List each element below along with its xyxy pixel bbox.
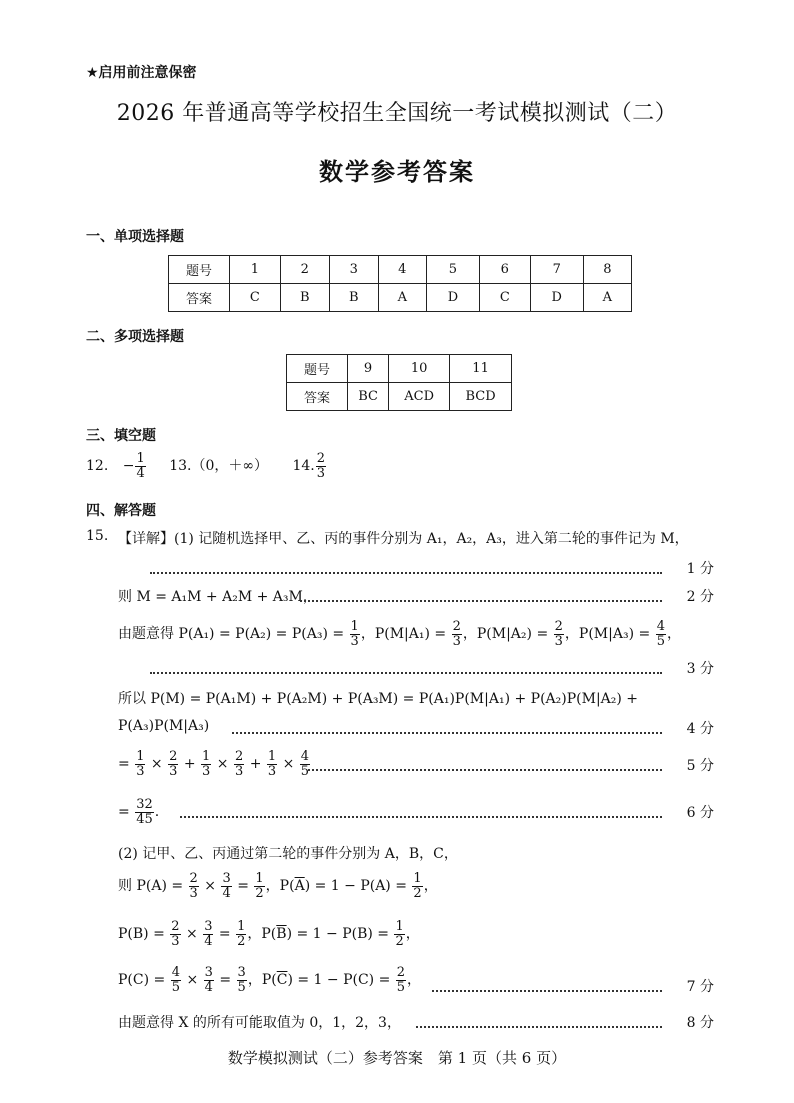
- line-then-M: 则 M = A₁M + A₂M + A₃M，: [118, 589, 317, 605]
- numerator: 1: [136, 749, 145, 764]
- numerator: 3: [237, 965, 246, 980]
- denominator: 4: [136, 465, 145, 481]
- score-mark: 7 分: [686, 979, 714, 995]
- fraction-4-5: [171, 966, 181, 994]
- dot-leader: [308, 769, 662, 771]
- denominator: 4: [222, 885, 231, 901]
- comma: ，: [407, 972, 422, 989]
- table-cell: 7: [530, 256, 583, 284]
- table-cell: BC: [348, 383, 389, 411]
- denominator: 45: [136, 811, 153, 827]
- plus-sign: +: [249, 756, 262, 773]
- pa-text: ，P(: [265, 878, 295, 895]
- fraction-3-4: [221, 872, 231, 900]
- multi-choice-table: [286, 354, 512, 411]
- times-sign: ×: [150, 756, 163, 773]
- fraction-1-3: [201, 750, 211, 778]
- denominator: 3: [316, 465, 326, 481]
- denominator: 3: [350, 633, 359, 649]
- table-cell: A: [378, 284, 426, 312]
- numerator: 2: [234, 749, 244, 764]
- line-so: 所以 P(M) = P(A₁M) + P(A₂M) + P(A₃M) = P(A₁)P(M|A₁) + P(A₂)P(M|A₂) +: [118, 691, 639, 707]
- exam-title: 2026 年普通高等学校招生全国统一考试模拟测试（二）: [116, 101, 678, 126]
- complement-C: $\overline{C}$: [276, 972, 288, 989]
- denominator: 2: [237, 933, 246, 949]
- section-fill-blank-heading: 三、填空题: [86, 428, 156, 444]
- fraction-2-3: [234, 750, 244, 778]
- denominator: 2: [395, 933, 404, 949]
- denominator: 3: [234, 763, 244, 779]
- pa-text: 则 P(A) =: [118, 878, 184, 895]
- numerator: 1: [267, 749, 277, 764]
- fraction-1-2: [394, 920, 404, 948]
- denominator: 3: [169, 763, 178, 779]
- fraction-2-3: [189, 872, 199, 900]
- given-text: ，P(M|A₃) =: [564, 626, 651, 643]
- table-cell: 2: [280, 256, 329, 284]
- fraction-1-2: [412, 872, 422, 900]
- numerator: 3: [222, 871, 231, 886]
- table-cell: 答案: [287, 383, 348, 411]
- table-cell: 3: [329, 256, 378, 284]
- equals-sign: =: [219, 972, 232, 989]
- fraction-1-2: [236, 920, 246, 948]
- numerator: 1: [413, 871, 422, 886]
- table-cell: 10: [389, 355, 450, 383]
- q14-label: 14.: [292, 458, 315, 475]
- numerator: 3: [204, 965, 213, 980]
- section-multi-choice-heading: 二、多项选择题: [86, 329, 184, 345]
- table-cell: D: [530, 284, 583, 312]
- given-text: 由题意得 P(A₁) = P(A₂) = P(A₃) =: [118, 626, 345, 643]
- fraction-4-5: [300, 750, 310, 778]
- fraction-4-5: [656, 620, 666, 648]
- times-sign: ×: [186, 972, 199, 989]
- fraction-1-3: [267, 750, 277, 778]
- fraction-2-5: [396, 966, 406, 994]
- given-text: ，: [666, 626, 681, 643]
- score-mark: 1 分: [686, 561, 714, 577]
- table-cell: D: [426, 284, 479, 312]
- pb-text: ) = 1 − P(B) =: [286, 926, 390, 943]
- dot-leader: [300, 600, 662, 602]
- numerator: 2: [452, 619, 461, 634]
- score-mark: 6 分: [686, 805, 714, 821]
- dot-leader: [432, 990, 662, 992]
- q12-fraction: [135, 452, 145, 480]
- numerator: 4: [171, 965, 180, 980]
- fraction-1-3: [350, 620, 360, 648]
- denominator: 3: [452, 633, 461, 649]
- denominator: 5: [656, 633, 665, 649]
- table-cell: 11: [450, 355, 512, 383]
- pa-text: ) = 1 − P(A) =: [304, 878, 407, 895]
- denominator: 5: [237, 979, 246, 995]
- denominator: 5: [171, 979, 180, 995]
- denominator: 3: [267, 763, 277, 779]
- fraction-2-3: [554, 620, 564, 648]
- numerator: 2: [171, 919, 180, 934]
- numerator: 1: [395, 919, 404, 934]
- denominator: 5: [300, 763, 310, 779]
- numerator: 1: [350, 619, 359, 634]
- line-PC: [118, 966, 421, 994]
- pb-text: P(B) =: [118, 926, 165, 943]
- numerator: 1: [237, 919, 246, 934]
- denominator: 3: [136, 763, 145, 779]
- confidential-label: ★启用前注意保密: [86, 65, 197, 81]
- answer-key-title: 数学参考答案: [319, 158, 475, 186]
- pc-text: ) = 1 − P(C) =: [287, 972, 391, 989]
- denominator: 4: [204, 979, 213, 995]
- dot-leader: [180, 816, 662, 818]
- page-footer: 数学模拟测试（二）参考答案 第 1 页（共 6 页）: [227, 1049, 567, 1067]
- table-row: [169, 284, 632, 312]
- numerator: 2: [316, 451, 326, 466]
- line-given: [118, 620, 681, 648]
- line-x-values: 由题意得 X 的所有可能取值为 0，1，2，3，: [118, 1015, 401, 1031]
- numerator: 4: [656, 619, 665, 634]
- table-cell: B: [280, 284, 329, 312]
- q14-fraction: [316, 452, 326, 480]
- times-sign: ×: [216, 756, 229, 773]
- times-sign: ×: [204, 878, 217, 895]
- denominator: 3: [171, 933, 180, 949]
- table-cell: 5: [426, 256, 479, 284]
- fraction-1-2: [254, 872, 264, 900]
- complement-A: $\overline{A}$: [294, 878, 305, 895]
- table-cell: BCD: [450, 383, 512, 411]
- numerator: 2: [169, 749, 178, 764]
- numerator: 2: [189, 871, 198, 886]
- pc-text: ，P(: [247, 972, 277, 989]
- table-row: [169, 256, 632, 284]
- numerator: 2: [396, 965, 406, 980]
- line-PA: [118, 872, 438, 900]
- numerator: 1: [255, 871, 264, 886]
- numerator: 1: [136, 451, 145, 466]
- part2-intro: (2) 记甲、乙、丙通过第二轮的事件分别为 A，B，C，: [118, 846, 458, 862]
- given-text: ，P(M|A₂) =: [462, 626, 549, 643]
- table-cell: ACD: [389, 383, 450, 411]
- table-cell: 4: [378, 256, 426, 284]
- q12-label: 12.: [86, 458, 109, 475]
- line-so-2: P(A₃)P(M|A₃): [118, 718, 210, 734]
- fraction-3-4: [204, 966, 214, 994]
- numerator: 3: [204, 919, 213, 934]
- fill-blank-answers: [86, 452, 327, 480]
- complement-B: $\overline{B}$: [276, 926, 287, 943]
- q13-answer: 13.（0，＋∞）: [169, 458, 269, 475]
- fraction-1-3: [135, 750, 145, 778]
- score-mark: 3 分: [686, 661, 714, 677]
- line-expression: [118, 750, 311, 778]
- pc-text: P(C) =: [118, 972, 166, 989]
- denominator: 5: [396, 979, 406, 995]
- numerator: 1: [202, 749, 211, 764]
- table-row: [287, 355, 512, 383]
- comma: ，: [423, 878, 438, 895]
- dot-leader: [416, 1026, 662, 1028]
- score-mark: 8 分: [686, 1015, 714, 1031]
- q15-number: 15.: [86, 528, 109, 544]
- plus-sign: +: [183, 756, 196, 773]
- comma: ，: [405, 926, 420, 943]
- fraction-32-45: [135, 798, 154, 826]
- pb-text: ，P(: [247, 926, 277, 943]
- dot-leader: [150, 572, 662, 574]
- table-cell: 题号: [169, 256, 230, 284]
- line-result: [118, 798, 159, 826]
- denominator: 3: [554, 633, 563, 649]
- table-cell: 6: [479, 256, 530, 284]
- table-cell: C: [479, 284, 530, 312]
- table-cell: 1: [230, 256, 281, 284]
- denominator: 2: [255, 885, 264, 901]
- times-sign: ×: [186, 926, 198, 943]
- numerator: 4: [300, 749, 310, 764]
- table-cell: 题号: [287, 355, 348, 383]
- single-choice-table: [168, 255, 632, 312]
- fraction-2-3: [170, 920, 180, 948]
- equals-sign: =: [218, 926, 231, 943]
- table-cell: 8: [583, 256, 631, 284]
- fraction-3-4: [203, 920, 213, 948]
- q12-sign: −: [122, 458, 135, 475]
- denominator: 3: [202, 763, 211, 779]
- denominator: 2: [413, 885, 422, 901]
- denominator: 3: [189, 885, 198, 901]
- fraction-3-5: [237, 966, 247, 994]
- section-single-choice-heading: 一、单项选择题: [86, 229, 184, 245]
- fraction-2-3: [452, 620, 462, 648]
- table-cell: C: [230, 284, 281, 312]
- denominator: 4: [204, 933, 213, 949]
- table-cell: 9: [348, 355, 389, 383]
- score-mark: 2 分: [686, 589, 714, 605]
- given-text: ，P(M|A₁) =: [360, 626, 447, 643]
- equals-sign: =: [118, 804, 130, 821]
- score-mark: 5 分: [686, 758, 714, 774]
- dot-leader: [150, 672, 662, 674]
- times-sign: ×: [282, 756, 295, 773]
- period: .: [154, 804, 160, 821]
- table-cell: B: [329, 284, 378, 312]
- table-cell: A: [583, 284, 631, 312]
- table-row: [287, 383, 512, 411]
- q15-intro: 【详解】(1) 记随机选择甲、乙、丙的事件分别为 A₁，A₂，A₃，进入第二轮的事件记为 M，: [118, 531, 689, 547]
- section-solution-heading: 四、解答题: [86, 503, 156, 519]
- numerator: 32: [136, 797, 153, 812]
- equals-sign: =: [237, 878, 249, 895]
- fraction-2-3: [168, 750, 178, 778]
- line-PB: [118, 920, 420, 948]
- numerator: 2: [554, 619, 563, 634]
- table-cell: 答案: [169, 284, 230, 312]
- score-mark: 4 分: [686, 721, 714, 737]
- dot-leader: [232, 732, 662, 734]
- equals-sign: =: [118, 756, 130, 773]
